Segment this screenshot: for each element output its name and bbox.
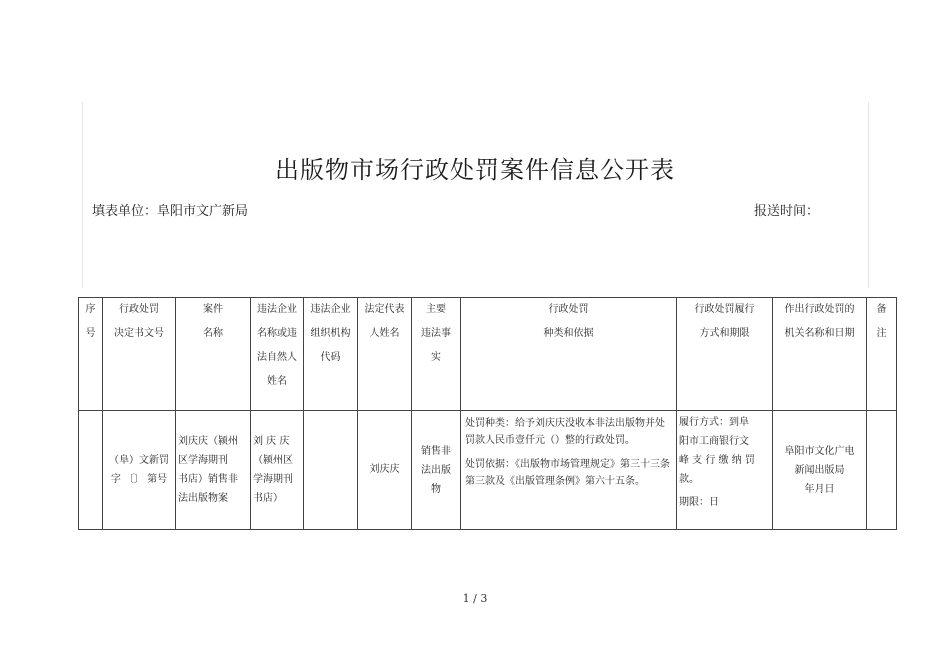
report-time-label: 报送时间： — [754, 204, 820, 219]
header-seq: 序 号 — [79, 298, 103, 411]
right-margin-line — [868, 102, 869, 288]
table-row — [79, 411, 897, 530]
header-row — [79, 298, 897, 411]
penalty-basis: 处罚依据：《出版物市场管理规定》第三十三条第三款及《出版管理条例》第六十五条。 — [465, 459, 670, 487]
cell-org-code — [304, 411, 358, 530]
cell-decision-no: （阜）文新罚 字 〔〕 第号 — [103, 411, 176, 530]
left-margin-line — [82, 102, 83, 288]
cell-penalty — [461, 411, 677, 530]
header-decision-no: 行政处罚 决定书文号 — [103, 298, 176, 411]
cell-violator: 刘 庆 庆 （颍州区 学海期刊 书店） — [251, 411, 304, 530]
header-penalty: 行政处罚 种类和依据 — [461, 298, 677, 411]
penalty-type: 处罚种类：给予刘庆庆没收本非法出版物并处罚款人民币壹仟元（）整的行政处罚。 — [465, 418, 665, 446]
cell-case-name: 刘庆庆（颍州 区学海期刊 书店）销售非 法出版物案 — [176, 411, 251, 530]
header-legal-rep: 法定代表 人姓名 — [358, 298, 412, 411]
cell-remarks — [867, 411, 897, 530]
header-case-name: 案件 名称 — [176, 298, 251, 411]
header-authority: 作出行政处罚的 机关名称和日期 — [773, 298, 867, 411]
page-number: 1 / 3 — [462, 592, 488, 605]
cell-legal-rep: 刘庆庆 — [358, 411, 412, 530]
header-performance: 行政处罚履行 方式和期限 — [677, 298, 773, 411]
cell-authority: 阜阳市文化广电 新闻出版局 年月日 — [773, 411, 867, 530]
header-remarks: 备 注 — [867, 298, 897, 411]
cell-main-facts: 销售非 法出版 物 — [412, 411, 461, 530]
penalty-info-table — [78, 297, 897, 530]
header-org-code: 违法企业 组织机构 代码 — [304, 298, 358, 411]
cell-performance: 履行方式：到阜 阳市工商银行文 峰 支 行 缴 纳 罚 款。 期限：日 — [677, 411, 773, 530]
cell-seq — [79, 411, 103, 530]
fill-unit-label: 填表单位：阜阳市文广新局 — [92, 204, 249, 219]
header-violator: 违法企业 名称或违 法自然人 姓名 — [251, 298, 304, 411]
page-title: 出版物市场行政处罚案件信息公开表 — [275, 156, 675, 184]
header-main-facts: 主要 违法事 实 — [412, 298, 461, 411]
